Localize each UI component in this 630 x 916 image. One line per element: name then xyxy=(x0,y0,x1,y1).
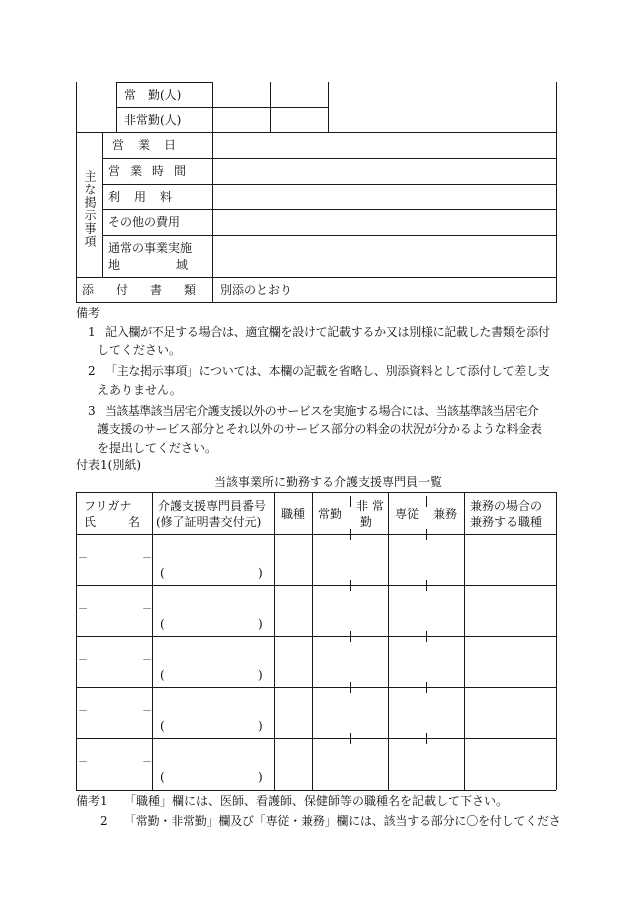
main-postings-label: 主な掲示事項 xyxy=(83,170,97,248)
table-rule xyxy=(102,209,556,210)
remark-text: してください。 xyxy=(97,343,182,357)
annex-title: 当該事業所に勤務する介護支援専門員一覧 xyxy=(214,475,443,489)
divider-tick xyxy=(426,631,427,642)
table-rule xyxy=(76,132,556,133)
dash-mark: － xyxy=(142,706,152,717)
paren-close: ) xyxy=(258,566,263,580)
remark-text: を提出してください。 xyxy=(97,441,218,455)
service-area-label-2b: 域 xyxy=(176,258,189,272)
parttime-header-1: 非 常 xyxy=(356,499,384,513)
table-rule xyxy=(116,82,117,132)
cert-number-header: 介護支援専門員番号 xyxy=(158,499,267,513)
note-text: 「常勤・非常勤」欄及び「専従・兼務」欄には、該当する部分に〇を付してくださ xyxy=(124,814,561,828)
paren-open: ( xyxy=(160,770,165,784)
divider-tick xyxy=(350,580,351,591)
dash-mark: － xyxy=(78,757,88,768)
remark-number: 1 xyxy=(88,325,96,339)
paren-close: ) xyxy=(258,617,263,631)
concurrent-header: 兼務 xyxy=(433,507,458,521)
dash-mark: － xyxy=(142,553,152,564)
remarks-title: 備考 xyxy=(76,306,101,320)
remark-text: 記入欄が不足する場合は、適宜欄を設けて記載するか又は別様に記載した書類を添付 xyxy=(105,325,550,339)
paren-open: ( xyxy=(160,566,165,580)
table-rule xyxy=(76,790,556,791)
table-border xyxy=(76,82,77,303)
dash-mark: － xyxy=(78,553,88,564)
attachments-value: 別添のとおり xyxy=(220,283,293,297)
divider-tick xyxy=(426,529,427,540)
service-area-label-2a: 地 xyxy=(108,258,121,272)
table-rule xyxy=(312,492,313,790)
dash-mark: － xyxy=(78,604,88,615)
dash-mark: － xyxy=(142,604,152,615)
name-header-b: 名 xyxy=(128,515,141,529)
fulltime-staff-label: 常 勤(人) xyxy=(124,88,182,102)
table-rule xyxy=(152,492,153,790)
table-rule xyxy=(116,82,212,83)
usage-fee-label: 利用料 xyxy=(108,190,187,204)
table-rule xyxy=(274,492,275,790)
table-rule xyxy=(76,492,556,493)
remark-text: 当該基準該当居宅介護支援以外のサービスを実施する場合には、当該基準該当居宅介 xyxy=(105,404,539,418)
table-rule xyxy=(328,82,329,132)
paren-close: ) xyxy=(258,770,263,784)
dash-mark: － xyxy=(78,706,88,717)
table-rule xyxy=(76,492,77,790)
name-header-a: 氏 xyxy=(84,515,97,529)
remark-number: 2 xyxy=(88,364,96,378)
paren-open: ( xyxy=(160,719,165,733)
cert-issuer-header: (修了証明書交付元) xyxy=(156,515,262,529)
attachments-label: 添付書類 xyxy=(82,283,219,297)
paren-open: ( xyxy=(160,668,165,682)
divider-tick xyxy=(350,631,351,642)
remark-text: 護支援のサービス部分とそれ以外のサービス部分の料金の状況が分かるような料金表 xyxy=(97,422,542,436)
remark-number: 3 xyxy=(88,404,96,418)
business-hours-label: 営業時間 xyxy=(108,164,197,178)
table-border xyxy=(556,82,557,303)
table-rule xyxy=(76,636,556,637)
dash-mark: － xyxy=(142,757,152,768)
note-text: 「職種」欄には、医師、看護師、保健師等の職種名を記載して下さい。 xyxy=(124,794,509,808)
table-rule xyxy=(102,235,556,236)
divider-tick xyxy=(426,496,427,507)
divider-tick xyxy=(426,682,427,693)
table-rule xyxy=(556,492,557,790)
divider-tick xyxy=(350,682,351,693)
table-rule xyxy=(388,492,389,790)
parttime-staff-label: 非常勤(人) xyxy=(124,113,182,127)
annex-label: 付表1(別紙) xyxy=(76,458,141,472)
service-area-label-1: 通常の事業実施 xyxy=(108,241,193,255)
table-rule xyxy=(212,82,213,132)
divider-tick xyxy=(350,496,351,507)
divider-tick xyxy=(426,580,427,591)
paren-close: ) xyxy=(258,668,263,682)
table-rule xyxy=(76,585,556,586)
dash-mark: － xyxy=(78,655,88,666)
business-days-label: 営業日 xyxy=(112,138,191,152)
divider-tick xyxy=(426,733,427,744)
divider-tick xyxy=(350,733,351,744)
table-rule xyxy=(102,184,556,185)
table-rule xyxy=(270,82,271,132)
table-rule xyxy=(76,277,556,278)
table-rule xyxy=(102,158,556,159)
divider-tick xyxy=(350,529,351,540)
table-rule xyxy=(116,107,328,108)
furigana-header: フリガナ xyxy=(84,499,132,513)
fulltime-header: 常勤 xyxy=(318,507,343,521)
table-rule xyxy=(102,132,103,277)
dedicated-header: 専従 xyxy=(395,507,420,521)
concurrent-job-header-1: 兼務の場合の xyxy=(470,499,543,513)
paren-open: ( xyxy=(160,617,165,631)
table-rule xyxy=(76,534,556,535)
note-label: 備考1 xyxy=(76,794,108,808)
table-rule xyxy=(76,302,556,303)
parttime-header-2: 勤 xyxy=(360,515,373,529)
note-number: 2 xyxy=(100,814,108,828)
other-costs-label: その他の費用 xyxy=(108,215,181,229)
remark-text: 「主な掲示事項」については、本欄の記載を省略し、別添資料として添付して差し支 xyxy=(105,364,550,378)
dash-mark: － xyxy=(142,655,152,666)
paren-close: ) xyxy=(258,719,263,733)
concurrent-job-header-2: 兼務する職種 xyxy=(470,515,543,529)
remark-text: えありません。 xyxy=(97,383,182,397)
job-header: 職種 xyxy=(281,507,306,521)
table-rule xyxy=(76,738,556,739)
table-rule xyxy=(76,687,556,688)
table-rule xyxy=(464,492,465,790)
